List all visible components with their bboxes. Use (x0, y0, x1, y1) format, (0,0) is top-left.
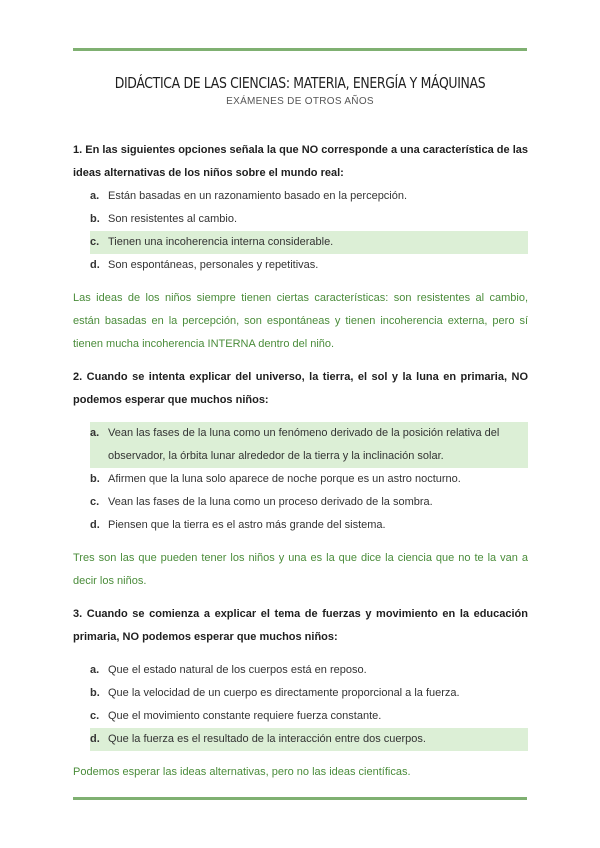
option-c (90, 705, 528, 728)
option-text: Están basadas en un razonamiento basado en la percepción. (108, 190, 408, 202)
option-letter: b. (90, 473, 100, 485)
option-text: Que el movimiento constante requiere fuerza constante. (108, 710, 382, 722)
exam-content (73, 139, 528, 784)
document-title: DIDÁCTICA DE LAS CIENCIAS: MATERIA, ENERGÍA Y MÁQUINAS (114, 74, 486, 92)
option-text: Vean las fases de la luna como un fenómeno derivado de la posición relativa del observador, la órbita lunar alrededor de la tierra y la inclinación solar. (108, 422, 528, 468)
option-text: Piensen que la tierra es el astro más grande del sistema. (108, 519, 386, 531)
bottom-divider (73, 797, 527, 800)
option-b (90, 682, 528, 705)
option-letter: c. (90, 496, 100, 508)
option-letter: d. (90, 519, 100, 531)
options-list (73, 185, 528, 277)
option-a (90, 659, 528, 682)
explanation-note: Tres son las que pueden tener los niños y una es la que dice la ciencia que no te la van a decir los niños. (73, 552, 528, 587)
option-letter: b. (90, 213, 100, 225)
option-letter: b. (90, 687, 100, 699)
option-text: Tienen una incoherencia interna considerable. (108, 231, 528, 254)
question-text: 2. Cuando se intenta explicar del universo, la tierra, el sol y la luna en primaria, NO podemos esperar que muchos niños: (73, 371, 528, 406)
option-d (90, 254, 528, 277)
option-d (90, 514, 528, 537)
explanation-note: Podemos esperar las ideas alternativas, pero no las ideas científicas. (73, 766, 411, 778)
option-letter: a. (90, 664, 100, 676)
option-c-correct (90, 231, 528, 254)
option-text: Afirmen que la luna solo aparece de noche porque es un astro nocturno. (108, 473, 461, 485)
question-3 (73, 603, 528, 784)
question-1 (73, 139, 528, 356)
option-a (90, 185, 528, 208)
question-text: 1. En las siguientes opciones señala la que NO corresponde a una característica de las ideas alternativas de los niños sobre el mundo real: (73, 144, 528, 179)
option-letter: d. (90, 259, 100, 271)
option-text: Que la velocidad de un cuerpo es directamente proporcional a la fuerza. (108, 687, 460, 699)
options-list (73, 659, 528, 751)
option-letter: c. (90, 231, 108, 254)
option-text: Que la fuerza es el resultado de la interacción entre dos cuerpos. (108, 728, 528, 751)
option-d-correct (90, 728, 528, 751)
option-text: Vean las fases de la luna como un proceso derivado de la sombra. (108, 496, 433, 508)
explanation-note: Las ideas de los niños siempre tienen ciertas características: son resistentes al cambio, están basadas en la percepción, son espontáneas y tienen incoherencia externa, pero sí tienen mucha incoherencia INTERNA dentro del niño. (73, 292, 528, 350)
option-c (90, 491, 528, 514)
document-subtitle: EXÁMENES DE OTROS AÑOS (226, 96, 374, 107)
option-letter: a. (90, 190, 100, 202)
option-letter: a. (90, 422, 108, 468)
option-b (90, 208, 528, 231)
option-b (90, 468, 528, 491)
option-letter: c. (90, 710, 100, 722)
option-letter: d. (90, 728, 108, 751)
question-2 (73, 366, 528, 593)
option-a-correct (90, 422, 528, 468)
question-text: 3. Cuando se comienza a explicar el tema de fuerzas y movimiento en la educación primaria, NO podemos esperar que muchos niños: (73, 608, 528, 643)
top-divider (73, 48, 527, 51)
option-text: Son espontáneas, personales y repetitivas. (108, 259, 319, 271)
option-text: Son resistentes al cambio. (108, 213, 238, 225)
options-list (73, 422, 528, 537)
option-text: Que el estado natural de los cuerpos está en reposo. (108, 664, 367, 676)
